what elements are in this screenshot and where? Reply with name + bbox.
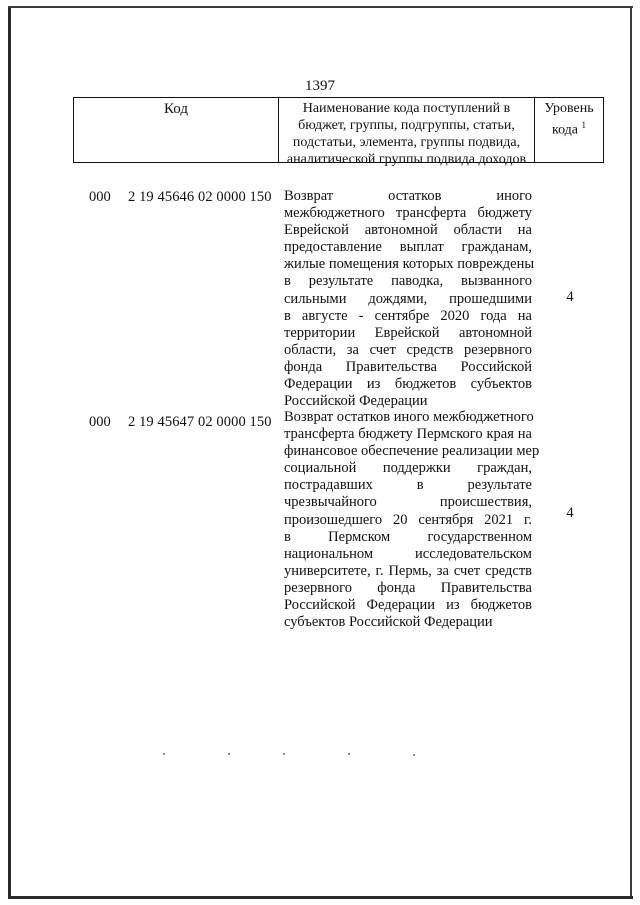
row-1-level: 4 [566, 289, 574, 305]
description-line: в августе - сентябре 2020 года на [284, 307, 532, 324]
header-name [280, 100, 533, 168]
header-name-line: аналитической группы подвида доходов [286, 152, 527, 167]
page-number: 1397 [305, 78, 335, 94]
description-line: национальном исследовательском [284, 545, 532, 562]
scan-speck [283, 753, 285, 755]
footnote-marker: 1 [581, 120, 587, 130]
header-name-line: Наименование кода поступлений в [302, 101, 511, 116]
description-line: социальной поддержки граждан, [284, 460, 532, 477]
row-2-admin-code: 000 [89, 414, 111, 430]
description-line: пострадавших в результате [284, 477, 532, 494]
description-line: трансферта бюджету Пермского края на [284, 426, 532, 443]
description-line: произошедшего 20 сентября 2021 г. [284, 511, 532, 528]
row-1-description [284, 188, 535, 410]
header-name-line: бюджет, группы, подгруппы, статьи, [298, 118, 515, 133]
header-level-text: кода [551, 122, 579, 138]
row-1-income-code: 2 19 45646 02 0000 150 [128, 189, 272, 205]
scan-speck [348, 753, 350, 755]
header-level-line [536, 117, 602, 139]
description-line: Российской Федерации [284, 393, 428, 410]
description-line: фонда Правительства Российской [284, 358, 532, 375]
scan-border-left [8, 6, 11, 899]
header-name-line: подстатьи, элемента, группы подвида, [292, 135, 521, 150]
scan-border-top [8, 6, 633, 8]
scan-speck [163, 753, 165, 755]
description-line: чрезвычайного происшествия, [284, 494, 532, 511]
description-line: Российской Федерации из бюджетов [284, 597, 532, 614]
description-line: жилые помещения которых повреждены [284, 256, 535, 273]
scan-border-bottom [8, 896, 633, 899]
description-line: Еврейской автономной области на [284, 222, 532, 239]
description-line: территории Еврейской автономной [284, 324, 532, 341]
row-2-level: 4 [566, 505, 574, 521]
header-divider-1 [278, 97, 279, 163]
description-line: межбюджетного трансферта бюджету [284, 205, 532, 222]
row-1-admin-code: 000 [89, 189, 111, 205]
row-2-income-code: 2 19 45647 02 0000 150 [128, 414, 272, 430]
description-line: предоставление выплат гражданам, [284, 239, 532, 256]
description-line: резервного фонда Правительства [284, 579, 532, 596]
description-line: Возврат остатков иного [284, 188, 532, 204]
description-line: субъектов Российской Федерации [284, 614, 493, 631]
description-line: финансовое обеспечение реализации мер [284, 443, 540, 460]
row-2-description [284, 409, 540, 631]
description-line: в результате паводка, вызванного [284, 273, 532, 290]
description-line: в Пермском государственном [284, 528, 532, 545]
scan-speck [228, 753, 230, 755]
scan-border-right [630, 6, 632, 899]
description-line: Федерации из бюджетов субъектов [284, 376, 532, 393]
description-line: области, за счет средств резервного [284, 341, 532, 358]
description-line: университете, г. Пермь, за счет средств [284, 562, 532, 579]
header-level [536, 100, 602, 139]
description-line: Возврат остатков иного межбюджетного [284, 409, 534, 425]
header-level-line: Уровень [544, 101, 594, 116]
scan-speck [413, 754, 415, 756]
header-divider-2 [534, 97, 535, 163]
description-line: сильными дождями, прошедшими [284, 290, 532, 307]
header-kod: Код [164, 101, 188, 117]
